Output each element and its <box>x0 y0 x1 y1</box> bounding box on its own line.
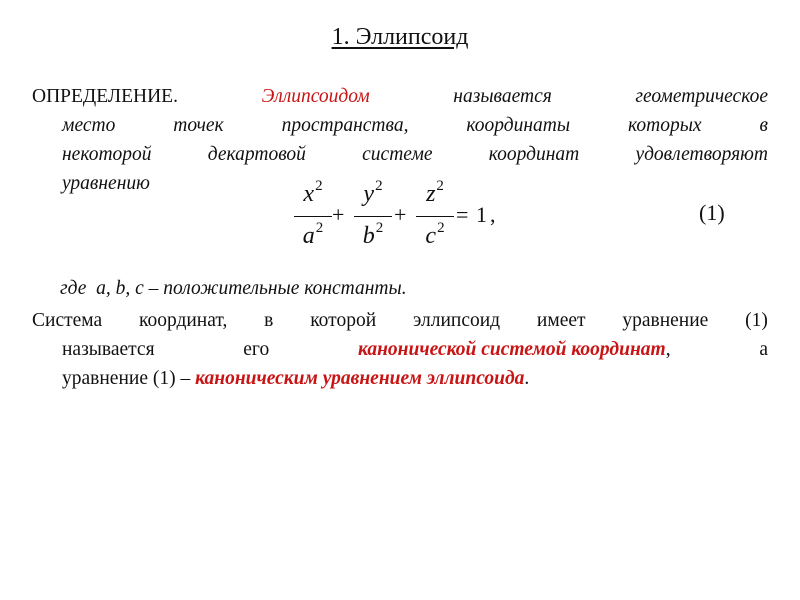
equals-sign: = <box>456 202 469 227</box>
system-word: координат, <box>138 310 228 331</box>
definition-word: координат <box>488 144 580 165</box>
system-paragraph <box>32 306 768 393</box>
denominator-var: a <box>302 223 315 249</box>
system-word: имеет <box>536 310 586 331</box>
definition-line-4 <box>32 169 768 198</box>
where-prefix: где <box>60 278 87 299</box>
plus-sign: + <box>394 202 407 227</box>
system-word: называется <box>62 339 155 360</box>
exponent: 2 <box>315 220 324 236</box>
canonical-system-term: канонической системой координат <box>357 339 666 360</box>
denominator-var: c <box>425 223 437 249</box>
definition-word: которых <box>628 115 702 136</box>
slide-title <box>0 24 800 51</box>
fraction-bar <box>416 216 454 217</box>
system-line-2 <box>32 335 768 364</box>
exponent: 2 <box>436 178 444 194</box>
fraction-y <box>350 178 396 258</box>
system-line-1 <box>32 306 768 335</box>
definition-word: место <box>62 115 116 136</box>
system-word: а <box>759 339 768 360</box>
system-word: (1) <box>745 310 768 331</box>
exponent: 2 <box>375 220 384 236</box>
system-punct: , <box>665 339 671 360</box>
fraction-bar <box>354 216 392 217</box>
constants-note <box>60 274 760 303</box>
system-line-3 <box>32 364 768 393</box>
definition-word: геометрическое <box>635 86 768 107</box>
definition-word: уравнению <box>62 173 150 194</box>
numerator-var: y <box>363 181 375 207</box>
system-punct: . <box>524 368 530 389</box>
definition-word: координаты <box>466 115 571 136</box>
definition-line-2 <box>32 111 768 140</box>
denominator-var: b <box>362 223 375 249</box>
where-rest: – положительные константы. <box>148 278 407 299</box>
system-word: в <box>264 310 274 331</box>
exponent: 2 <box>437 220 445 236</box>
numerator-var: x <box>303 181 315 207</box>
where-vars: a, b, c <box>96 278 144 299</box>
definition-word: системе <box>362 144 433 165</box>
canonical-equation-term: каноническим уравнением эллипсоида <box>195 368 525 389</box>
definition-word: удовлетворяют <box>635 144 768 165</box>
definition-paragraph <box>32 82 768 198</box>
definition-word: точек <box>173 115 224 136</box>
system-word: его <box>243 339 270 360</box>
definition-word: некоторой <box>62 144 152 165</box>
numerator-var: z <box>426 181 436 207</box>
equation-rhs: 1 <box>476 202 487 227</box>
system-word: уравнение (1) – <box>62 368 191 389</box>
system-word: которой <box>310 310 377 331</box>
definition-lead: ОПРЕДЕЛЕНИЕ. <box>32 86 178 107</box>
definition-line-1 <box>32 82 768 111</box>
title-text: 1. Эллипсоид <box>331 24 469 50</box>
system-word: Система <box>32 310 103 331</box>
definition-word: пространства, <box>281 115 409 136</box>
system-word: эллипсоид <box>412 310 501 331</box>
fraction-z <box>412 178 458 258</box>
fraction-bar <box>294 216 332 217</box>
definition-line-3 <box>32 140 768 169</box>
definition-term: Эллипсоидом <box>261 86 370 107</box>
equation-number: (1) <box>699 200 725 225</box>
plus-sign: + <box>332 202 345 227</box>
fraction-x <box>290 178 336 258</box>
exponent: 2 <box>315 178 323 194</box>
exponent: 2 <box>375 178 383 194</box>
definition-word: декартовой <box>207 144 306 165</box>
system-word: уравнение <box>622 310 709 331</box>
definition-word: в <box>759 115 768 136</box>
equation-comma: , <box>490 202 496 227</box>
definition-word: называется <box>453 86 552 107</box>
